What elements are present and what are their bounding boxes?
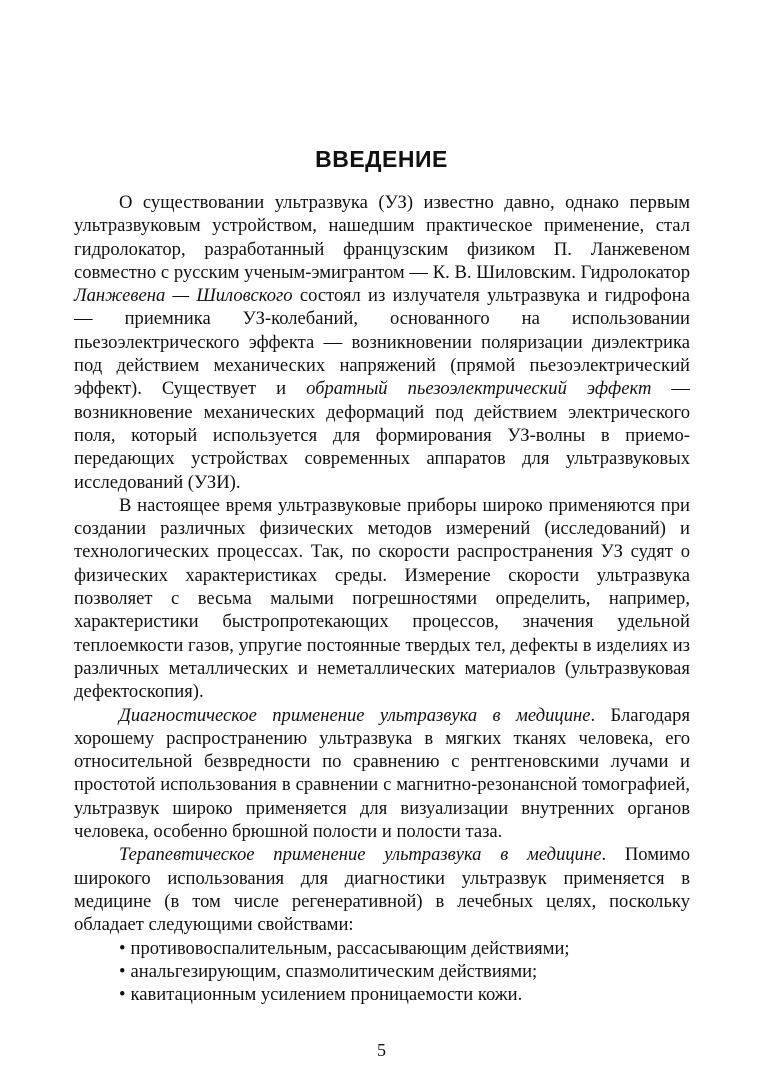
paragraph-4: [74, 843, 690, 936]
list-item-text: анальгезирующим, спазмолитическим действиями;: [130, 960, 538, 982]
body-text: [74, 191, 690, 1006]
list-item: [74, 983, 690, 1006]
bullet-icon: •: [119, 984, 126, 1006]
list-item: [74, 937, 690, 960]
paragraph-3-text: . Благодаря хорошему распространению ультразвука в мягких тканях человека, его относительной безвредности по сравнению с рентгеновскими лучами и простотой использования в сравнении с магнитно-резонансной томографией, ультразвук широко применяется для визуализации внутренних органов человека, особенно брюшной полости и полости таза.: [74, 704, 690, 843]
list-item: [74, 960, 690, 983]
paragraph-3: [74, 704, 690, 844]
paragraph-1-part-a: О существовании ультразвука (УЗ) известно давно, однако первым ультразвуковым устройством, нашедшим практическое применение, стал гидролокатор, разработанный французским физиком П. Ланжевеном совместно с русским ученым-эмигрантом — К. В. Шиловским. Гидролокатор: [74, 192, 690, 283]
bullet-icon: •: [119, 960, 126, 982]
paragraph-2: В настоящее время ультразвуковые приборы широко применяются при создании различных физических методов измерений (исследований) и технологических процессах. Так, по скорости распространения УЗ судят о физических характеристиках среды. Измерение скорости ультразвука позволяет с весьма малыми погрешностями определить, например, характеристики быстропротекающих процессов, значения удельной теплоемкости газов, упругие постоянные твердых тел, дефекты в изделиях из различных металлических и неметаллических материалов (ультразвуковая дефектоскопия).: [74, 494, 690, 703]
paragraph-1-italic-names: Ланжевена — Шиловского: [74, 285, 293, 307]
paragraph-3-italic-lead: Диагностическое применение ультразвука в медицине: [119, 704, 591, 726]
list-item-text: кавитационным усилением проницаемости кожи.: [130, 984, 523, 1006]
paragraph-4-italic-lead: Терапевтическое применение ультразвука в медицине: [119, 844, 602, 866]
paragraph-1-italic-term: обратный пьезоэлектрический эффект: [306, 378, 652, 400]
paragraph-4-text: . Помимо широкого использования для диагностики ультразвук применяется в медицине (в том числе регенеративной) в лечебных целях, поскольку обладает следующими свойствами:: [74, 844, 691, 936]
properties-list: [74, 937, 690, 1007]
paragraph-1-part-e: — возникновение механических деформаций под действием электрического поля, который используется для формирования УЗ-волны в приемо-передающих устройствах современных аппаратов для ультразвуковых исследований (УЗИ).: [74, 378, 690, 493]
list-item-text: противовоспалительным, рассасывающим действиями;: [130, 937, 570, 959]
paragraph-1: [74, 191, 690, 494]
paragraph-1-part-c: состоял из излучателя ультразвука и гидрофона — приемника УЗ-колебаний, основанного на использовании пьезоэлектрического эффекта — возникновении поляризации диэлектрика под действием механических напряжений (прямой пьезоэлектрический эффект). Существует и: [74, 285, 690, 400]
bullet-icon: •: [119, 937, 126, 959]
page-number: 5: [377, 1040, 386, 1060]
page-title: ВВЕДЕНИЕ: [315, 146, 448, 172]
